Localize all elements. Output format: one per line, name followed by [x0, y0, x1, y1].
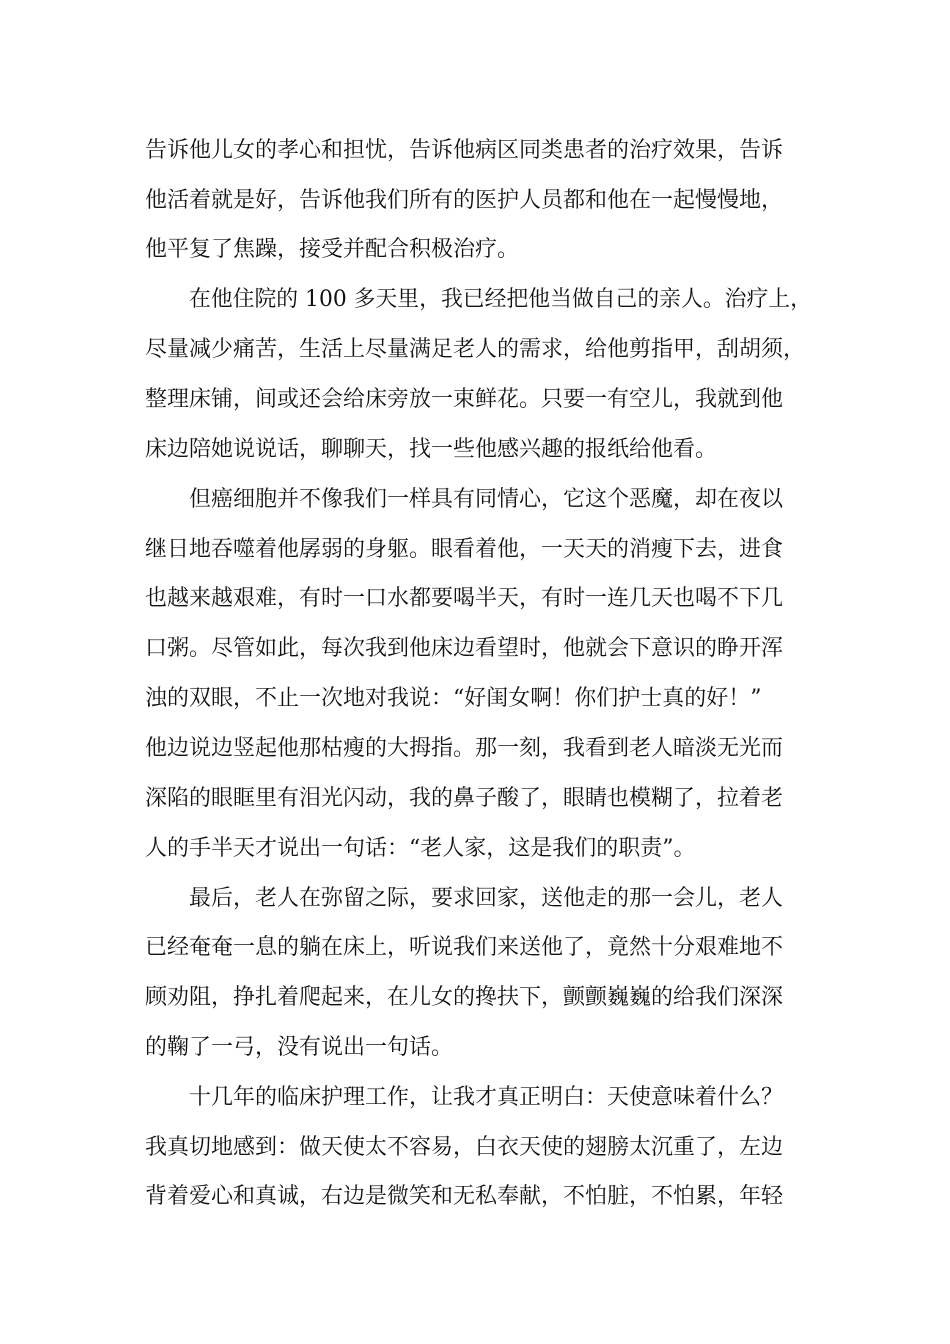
text-line: 但癌细胞并不像我们一样具有同情心，它这个恶魔，却在夜以 — [189, 487, 784, 512]
text-line: 顾劝阻，挣扎着爬起来，在儿女的搀扶下，颤颤巍巍的给我们深深 — [145, 985, 784, 1010]
text-line: 的鞠了一弓，没有说出一句话。 — [145, 1035, 454, 1060]
text-line: 也越来越艰难，有时一口水都要喝半天，有时一连几天也喝不下几 — [145, 586, 784, 611]
text-line: 尽量减少痛苦，生活上尽量满足老人的需求，给他剪指甲，刮胡须， — [145, 337, 806, 362]
text-line: 床边陪她说说话，聊聊天，找一些他感兴趣的报纸给他看。 — [145, 437, 718, 462]
text-line: 我真切地感到：做天使太不容易，白衣天使的翅膀太沉重了，左边 — [145, 1135, 784, 1160]
text-line: 最后，老人在弥留之际，要求回家，送他走的那一会儿，老人 — [189, 886, 784, 911]
text-line: 人的手半天才说出一句话：“老人家，这是我们的职责”。 — [145, 836, 696, 861]
text-line: 深陷的眼眶里有泪光闪动，我的鼻子酸了，眼睛也模糊了，拉着老 — [145, 786, 784, 811]
text-line: 背着爱心和真诚，右边是微笑和无私奉献，不怕脏，不怕累，年轻 — [145, 1184, 784, 1209]
text-line: 浊的双眼，不止一次地对我说：“好闺女啊！你们护士真的好！” — [145, 686, 762, 711]
text-line: 在他住院的 100 多天里，我已经把他当做自己的亲人。治疗上， — [189, 287, 812, 312]
text-line: 他活着就是好，告诉他我们所有的医护人员都和他在一起慢慢地， — [145, 188, 784, 213]
text-line: 整理床铺，间或还会给床旁放一束鲜花。只要一有空儿，我就到他 — [145, 387, 784, 412]
text-line: 十几年的临床护理工作，让我才真正明白：天使意味着什么？ — [189, 1085, 784, 1110]
text-line: 已经奄奄一息的躺在床上，听说我们来送他了，竟然十分艰难地不 — [145, 935, 784, 960]
text-line: 继日地吞噬着他孱弱的身躯。眼看着他，一天天的消瘦下去，进食 — [145, 537, 784, 562]
text-line: 口粥。尽管如此，每次我到他床边看望时，他就会下意识的睁开浑 — [145, 636, 784, 661]
text-line: 他边说边竖起他那枯瘦的大拇指。那一刻，我看到老人暗淡无光而 — [145, 736, 784, 761]
text-line: 告诉他儿女的孝心和担忧，告诉他病区同类患者的治疗效果，告诉 — [145, 138, 784, 163]
text-line: 他平复了焦躁，接受并配合积极治疗。 — [145, 237, 520, 262]
